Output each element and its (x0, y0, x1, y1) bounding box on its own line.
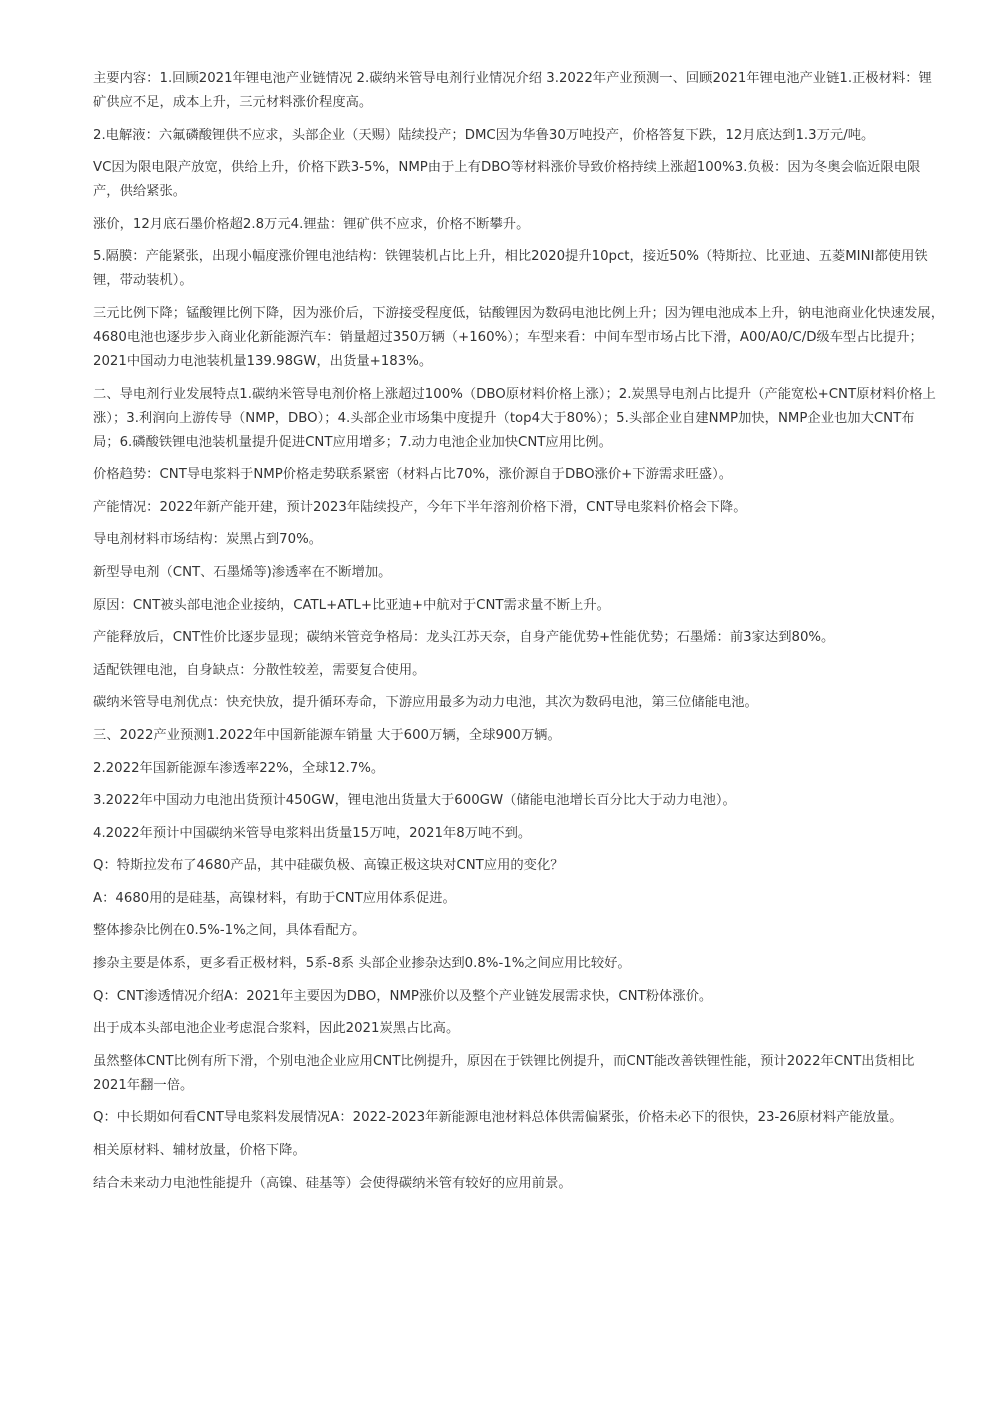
paragraph (93, 822, 965, 846)
text-line: 4.2022年预计中国碳纳米管导电浆料出货量15万吨，2021年8万吨不到。 (93, 825, 532, 841)
paragraph (93, 854, 965, 878)
text-line: 产能情况：2022年新产能开建，预计2023年陆续投产，今年下半年溶剂价格下滑，CNT导电浆料价格会下降。 (93, 499, 747, 515)
text-line: 三、2022产业预测1.2022年中国新能源车销量 大于600万辆，全球900万辆。 (93, 727, 561, 743)
text-line: 5.隔膜：产能紧张，出现小幅度涨价锂电池结构：铁锂装机占比上升，相比2020提升10pct，接近50%（特斯拉、比亚迪、五菱MINI都使用铁 (93, 249, 928, 265)
paragraph (93, 659, 965, 683)
paragraph (93, 724, 965, 748)
paragraph (93, 463, 965, 487)
paragraph (93, 952, 965, 976)
text-line: Q：特斯拉发布了4680产品，其中硅碳负极、高镍正极这块对CNT应用的变化？ (93, 858, 564, 874)
text-line: 三元比例下降；锰酸锂比例下降，因为涨价后，下游接受程度低，钴酸锂因为数码电池比例上升；因为锂电池成本上升，钠电池商业化快速发展， (93, 305, 944, 321)
text-line: 产能释放后，CNT性价比逐步显现；碳纳米管竞争格局：龙头江苏天奈，自身产能优势+性能优势；石墨烯：前3家达到80%。 (93, 630, 835, 646)
text-line: 局；6.磷酸铁锂电池装机量提升促进CNT应用增多；7.动力电池企业加快CNT应用比例。 (93, 434, 612, 450)
text-line: 二、导电剂行业发展特点1.碳纳米管导电剂价格上涨超过100%（DBO原材料价格上涨）；2.炭黑导电剂占比提升（产能宽松+CNT原材料价格上 (93, 386, 936, 402)
paragraph (93, 1139, 965, 1163)
paragraph (93, 124, 965, 148)
paragraph (93, 496, 965, 520)
text-line: Q：CNT渗透情况介绍A：2021年主要因为DBO，NMP涨价以及整个产业链发展需求快，CNT粉体涨价。 (93, 988, 713, 1004)
paragraph (93, 626, 965, 650)
text-line: 虽然整体CNT比例有所下滑，个别电池企业应用CNT比例提升，原因在于铁锂比例提升，而CNT能改善铁锂性能，预计2022年CNT出货相比 (93, 1053, 915, 1069)
paragraph (93, 887, 965, 911)
text-line: 2.电解液：六氟磷酸锂供不应求，头部企业（天赐）陆续投产；DMC因为华鲁30万吨投产，价格答复下跌，12月底达到1.3万元/吨。 (93, 127, 875, 143)
text-line: 2021中国动力电池装机量139.98GW，出货量+183%。 (93, 353, 433, 369)
text-line: 2021年翻一倍。 (93, 1077, 194, 1093)
text-line: VC因为限电限产放宽，供给上升，价格下跌3-5%，NMP由于上有DBO等材料涨价导致价格持续上涨超100%3.负极：因为冬奥会临近限电限 (93, 160, 921, 176)
text-line: 锂，带动装机）。 (93, 273, 193, 289)
paragraph (93, 67, 965, 115)
paragraph (93, 383, 965, 455)
text-line: 原因：CNT被头部电池企业接纳，CATL+ATL+比亚迪+中航对于CNT需求量不断上升。 (93, 597, 610, 613)
paragraph (93, 302, 965, 374)
paragraph (93, 985, 965, 1009)
text-line: 结合未来动力电池性能提升（高镍、硅基等）会使得碳纳米管有较好的应用前景。 (93, 1175, 572, 1191)
text-line: 导电剂材料市场结构：炭黑占到70%。 (93, 532, 323, 548)
text-line: 价格趋势：CNT导电浆料于NMP价格走势联系紧密（材料占比70%，涨价源自于DBO涨价+下游需求旺盛）。 (93, 467, 733, 483)
paragraph (93, 594, 965, 618)
text-line: 涨）；3.利润向上游传导（NMP，DBO）；4.头部企业市场集中度提升（top4大于80%）；5.头部企业自建NMP加快，NMP企业也加大CNT布 (93, 410, 915, 426)
text-line: Q：中长期如何看CNT导电浆料发展情况A：2022-2023年新能源电池材料总体供需偏紧张，价格未必下的很快，23-26原材料产能放量。 (93, 1110, 903, 1126)
text-line: 涨价，12月底石墨价格超2.8万元4.锂盐：锂矿供不应求，价格不断攀升。 (93, 216, 530, 232)
paragraph (93, 691, 965, 715)
paragraph (93, 789, 965, 813)
text-line: 4680电池也逐步步入商业化新能源汽车：销量超过350万辆（+160%）；车型来看：中间车型市场占比下滑，A00/A0/C/D级车型占比提升； (93, 329, 923, 345)
paragraph (93, 528, 965, 552)
text-line: 整体掺杂比例在0.5%-1%之间，具体看配方。 (93, 923, 366, 939)
text-line: 3.2022年中国动力电池出货预计450GW，锂电池出货量大于600GW（储能电池增长百分比大于动力电池）。 (93, 793, 736, 809)
paragraph (93, 245, 965, 293)
text-line: 新型导电剂（CNT、石墨烯等)渗透率在不断增加。 (93, 564, 392, 580)
text-line: A：4680用的是硅基，高镍材料，有助于CNT应用体系促进。 (93, 890, 456, 906)
paragraph (93, 1050, 965, 1098)
text-line: 矿供应不足，成本上升，三元材料涨价程度高。 (93, 95, 373, 110)
text-line: 适配铁锂电池，自身缺点：分散性较差，需要复合使用。 (93, 662, 426, 678)
paragraph (93, 1017, 965, 1041)
text-line: 主要内容：1.回顾2021年锂电池产业链情况 2.碳纳米管导电剂行业情况介绍 3.2022年产业预测一、回顾2021年锂电池产业链1.正极材料：锂 (93, 71, 932, 86)
paragraph (93, 213, 965, 237)
paragraph (93, 1106, 965, 1130)
paragraph (93, 156, 965, 204)
paragraph (93, 919, 965, 943)
paragraph (93, 561, 965, 585)
text-line: 相关原材料、辅材放量，价格下降。 (93, 1143, 306, 1159)
text-line: 产，供给紧张。 (93, 184, 187, 200)
paragraph (93, 1172, 965, 1196)
text-line: 碳纳米管导电剂优点：快充快放，提升循环寿命，下游应用最多为动力电池，其次为数码电池，第三位储能电池。 (93, 695, 758, 711)
text-line: 出于成本头部电池企业考虑混合浆料，因此2021炭黑占比高。 (93, 1021, 460, 1037)
paragraph (93, 757, 965, 781)
text-line: 掺杂主要是体系，更多看正极材料，5系-8系 头部企业掺杂达到0.8%-1%之间应用比较好。 (93, 956, 631, 972)
text-line: 2.2022年国新能源车渗透率22%，全球12.7%。 (93, 760, 385, 776)
